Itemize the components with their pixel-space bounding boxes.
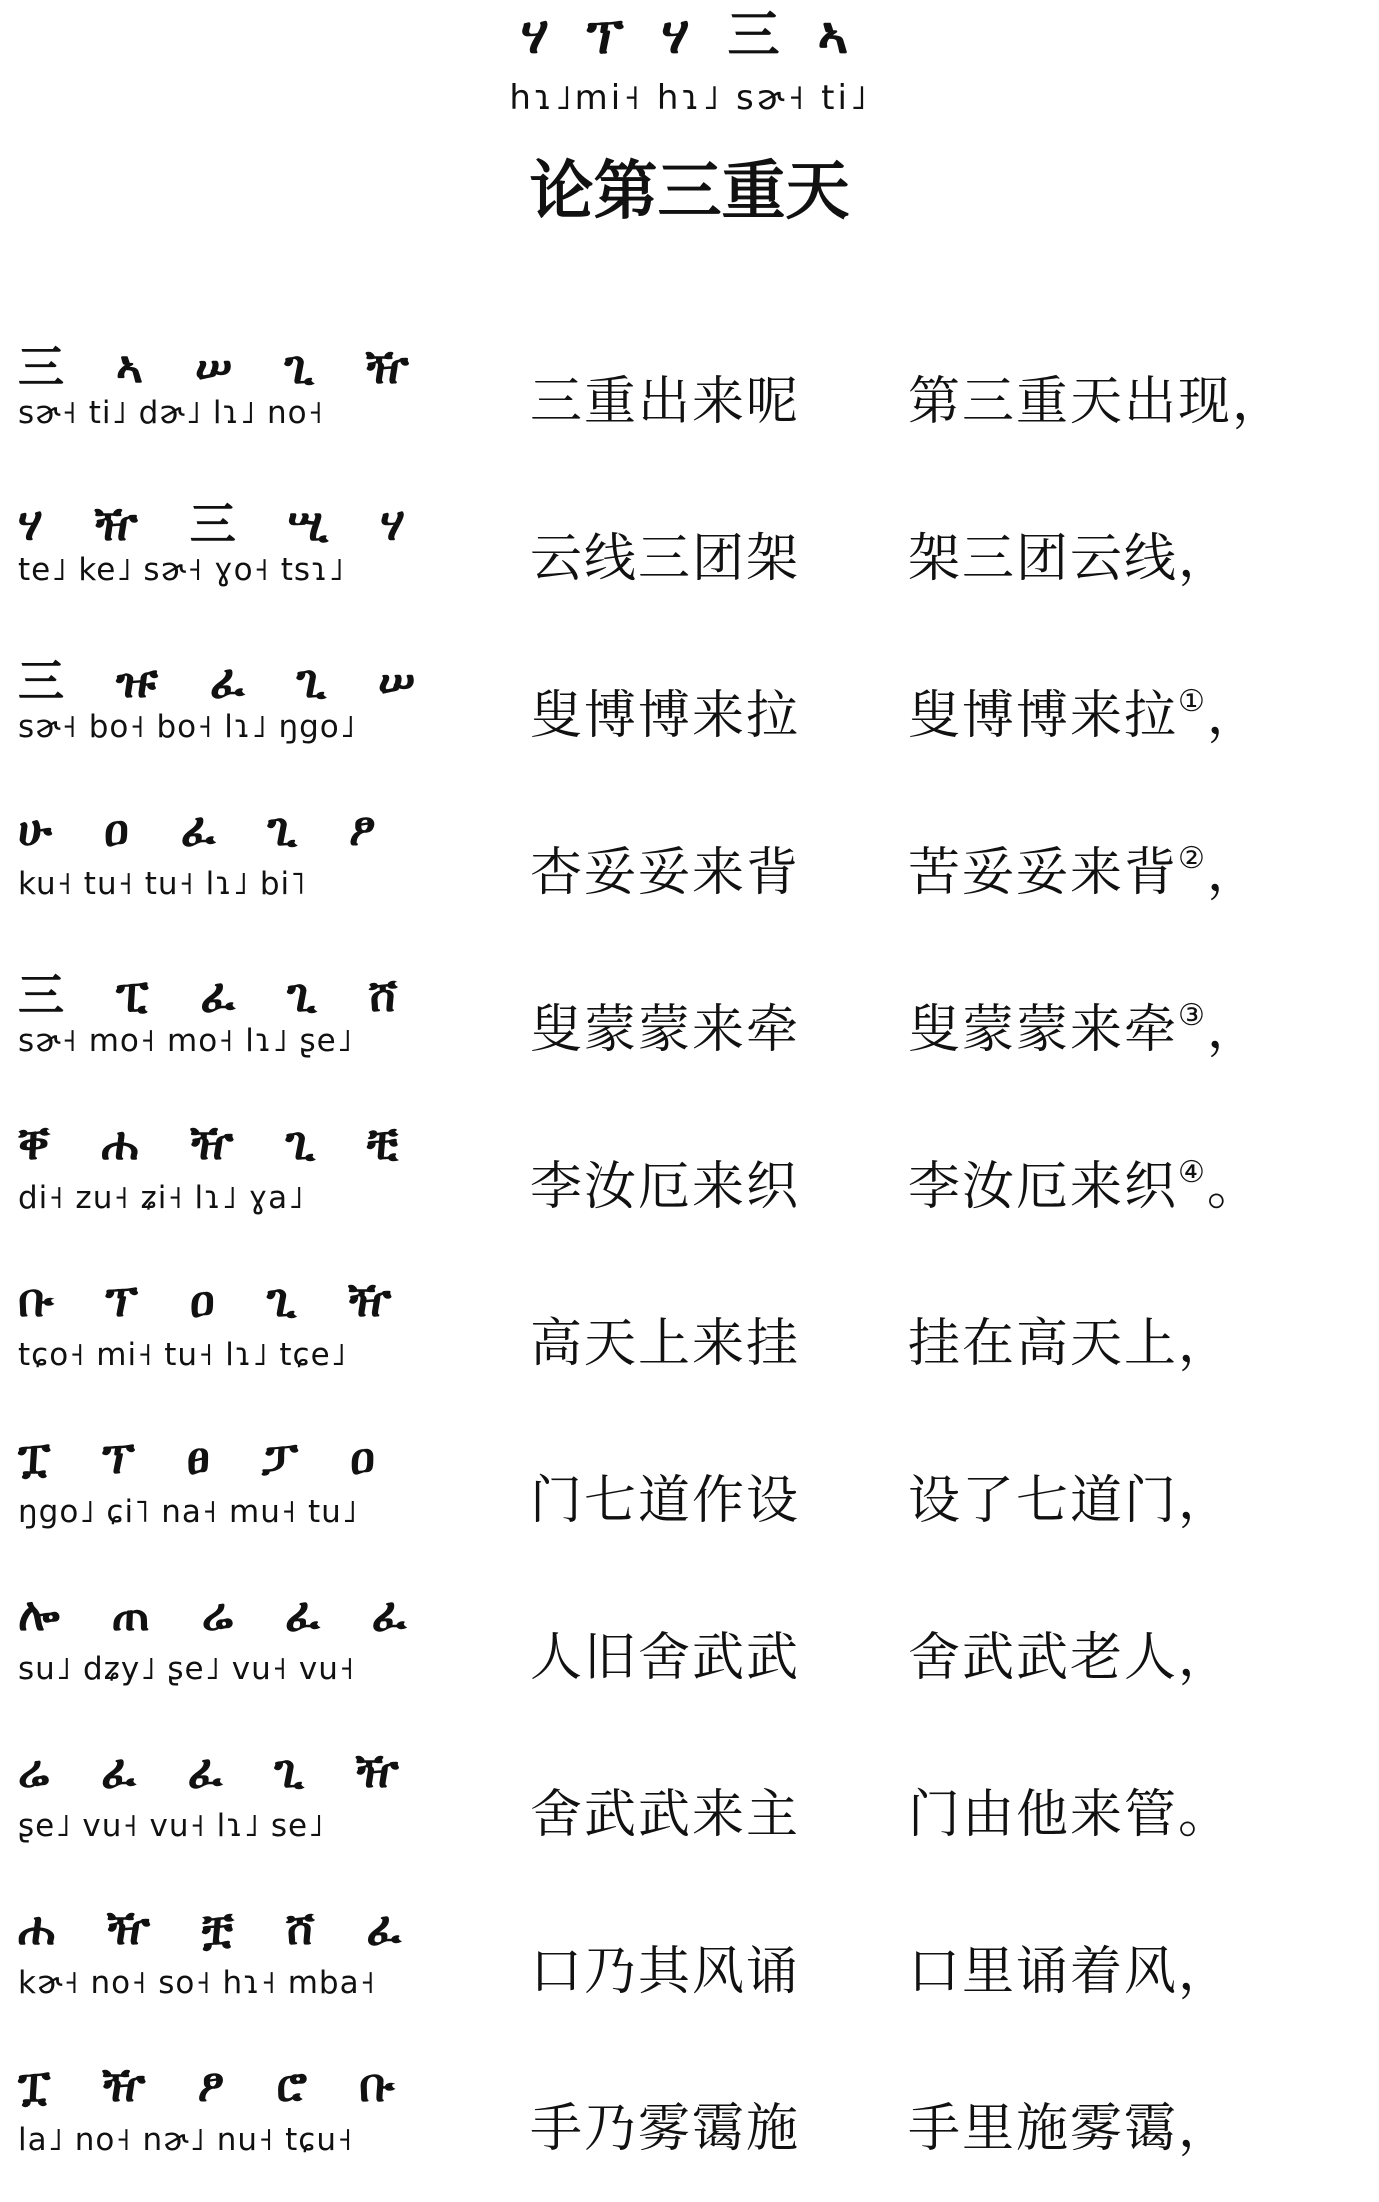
free-translation [908,1144,1261,1219]
verse-row [0,639,1379,789]
free-translation [908,1929,1232,2004]
literal-translation: 舍武武来主 [530,1785,801,1845]
yi-script-cell [18,1110,458,1260]
yi-script-cell [18,1424,458,1574]
yi-script-cell [18,325,458,475]
verse-row [0,2052,1379,2202]
punctuation: ， [1206,1000,1261,1060]
yi-script-cell [18,2052,458,2202]
literal-translation: 云线三团架 [530,529,801,589]
free-translation-text: 门由他来管 [908,1785,1179,1845]
free-translation [908,516,1232,591]
yi-script-line: 三 ፒ ፈ ጊ ሸ [18,968,416,1022]
punctuation: ， [1178,1942,1233,2002]
romanization-line: sɚ˧ bo˧ bo˧ lɿ˩ ŋgo˩ [18,709,357,745]
yi-script-cell [18,639,458,789]
literal-translation: 手乃雾霭施 [530,2099,801,2159]
punctuation: 。 [1206,1157,1261,1217]
punctuation: 。 [1178,1785,1233,1845]
punctuation: ， [1232,372,1287,432]
yi-script-line: ፗ ፕ ፀ ፓ ዐ [18,1430,393,1484]
yi-script-line: ቡ ፕ ዐ ጊ ዥ [18,1273,410,1327]
yi-script-line: 三 ኣ ሠ ጊ ዥ [18,340,427,394]
punctuation: ， [1178,1314,1233,1374]
yi-script-line: ሬ ፈ ፈ ጊ ዥ [18,1744,417,1798]
free-translation-text: 舍武武老人 [908,1628,1179,1688]
verse-row [0,1424,1379,1574]
literal-translation: 叟博博来拉 [530,686,801,746]
verse-row [0,1895,1379,2045]
literal-translation: 人旧舍武武 [530,1628,801,1688]
free-translation-text: 叟蒙蒙来牵 [908,1000,1179,1060]
literal-translation: 三重出来呢 [530,372,801,432]
literal-translation: 口乃其风诵 [530,1942,801,2002]
free-translation [908,673,1261,748]
free-translation [908,2086,1232,2161]
yi-script-cell [18,482,458,632]
literal-translation: 李汝厄来织 [530,1157,801,1217]
verse-row [0,1110,1379,1260]
verse-row [0,1738,1379,1888]
chinese-title: 论第三重天 [529,154,850,229]
yi-script-line: ሃ ዥ 三 ሢ ሃ [18,497,423,551]
romanized-title: hɿ˩mi˧ hɿ˩ sɚ˧ ti˩ [509,78,870,118]
romanization-line: tɕo˧ mi˧ tu˧ lɿ˩ tɕe˩ [18,1337,347,1373]
free-translation-text: 李汝厄来织 [908,1157,1179,1217]
yi-script-cell [18,1895,458,2045]
yi-script-cell [18,1267,458,1417]
romanization-line: sɚ˧ ti˩ dɚ˩ lɿ˩ no˧ [18,395,324,431]
romanization-line: di˧ zu˧ ʑi˧ lɿ˩ ɣa˩ [18,1180,305,1216]
footnote-marker: ③ [1178,998,1207,1033]
punctuation: ， [1206,686,1261,746]
yi-script-cell [18,953,458,1103]
footnote-marker: ④ [1178,1155,1207,1190]
free-translation [908,830,1261,905]
punctuation: ， [1178,1471,1233,1531]
free-translation [908,987,1261,1062]
romanization-line: ŋgo˩ ɕi˥ na˧ mu˧ tu˩ [18,1494,359,1530]
footnote-marker: ① [1178,684,1207,719]
literal-translation: 杏妥妥来背 [530,843,801,903]
yi-script-line: ፗ ዥ ፆ ሮ ቡ [18,2058,413,2112]
yi-script-title: ሃ ፕ ሃ 三 ኣ [520,6,859,66]
footnote-marker: ② [1178,841,1207,876]
literal-translation: 叟蒙蒙来牵 [530,1000,801,1060]
free-translation [908,1458,1232,1533]
free-translation-text: 挂在高天上 [908,1314,1179,1374]
verse-row [0,796,1379,946]
free-translation [908,1615,1232,1690]
verse-row [0,953,1379,1103]
punctuation: ， [1178,2099,1233,2159]
free-translation-text: 设了七道门 [908,1471,1179,1531]
romanization-line: su˩ dʑy˩ ʂe˩ vu˧ vu˧ [18,1651,356,1687]
yi-script-line: ቐ ሐ ዥ ጊ ቺ [18,1116,416,1170]
literal-translation: 高天上来挂 [530,1314,801,1374]
romanization-line: ku˧ tu˧ tu˧ lɿ˩ bi˥ [18,866,307,902]
romanization-line: la˩ no˧ nɚ˩ nu˧ tɕu˧ [18,2122,354,2158]
romanization-line: sɚ˧ mo˧ mo˧ lɿ˩ ʂe˩ [18,1023,354,1059]
free-translation [908,1301,1232,1376]
romanization-line: ʂe˩ vu˧ vu˧ lɿ˩ se˩ [18,1808,325,1844]
free-translation-text: 手里施雾霭 [908,2099,1179,2159]
verse-row [0,325,1379,475]
free-translation-text: 苦妥妥来背 [908,843,1179,903]
yi-script-cell [18,1581,458,1731]
yi-script-cell [18,1738,458,1888]
yi-script-line: ሎ ጠ ሬ ፈ ፈ [18,1587,425,1641]
verse-row [0,482,1379,632]
free-translation-text: 第三重天出现 [908,372,1233,432]
romanization-line: kɚ˧ no˧ so˧ hɿ˧ mba˧ [18,1965,376,2001]
free-translation [908,1772,1232,1847]
punctuation: ， [1178,1628,1233,1688]
free-translation-text: 叟博博来拉 [908,686,1179,746]
yi-script-line: 三 ዡ ፈ ጊ ሠ [18,654,434,708]
yi-script-line: ሁ ዐ ፈ ጊ ፆ [18,802,394,856]
yi-script-line: ሐ ዥ ቿ ሸ ፈ [18,1901,419,1955]
verse-row [0,1581,1379,1731]
romanization-line: te˩ ke˩ sɚ˧ ɣo˧ tsɿ˩ [18,552,345,588]
verse-row [0,1267,1379,1417]
free-translation-text: 架三团云线 [908,529,1179,589]
free-translation [908,359,1286,434]
punctuation: ， [1206,843,1261,903]
free-translation-text: 口里诵着风 [908,1942,1179,2002]
punctuation: ， [1178,529,1233,589]
yi-script-cell [18,796,458,946]
literal-translation: 门七道作设 [530,1471,801,1531]
